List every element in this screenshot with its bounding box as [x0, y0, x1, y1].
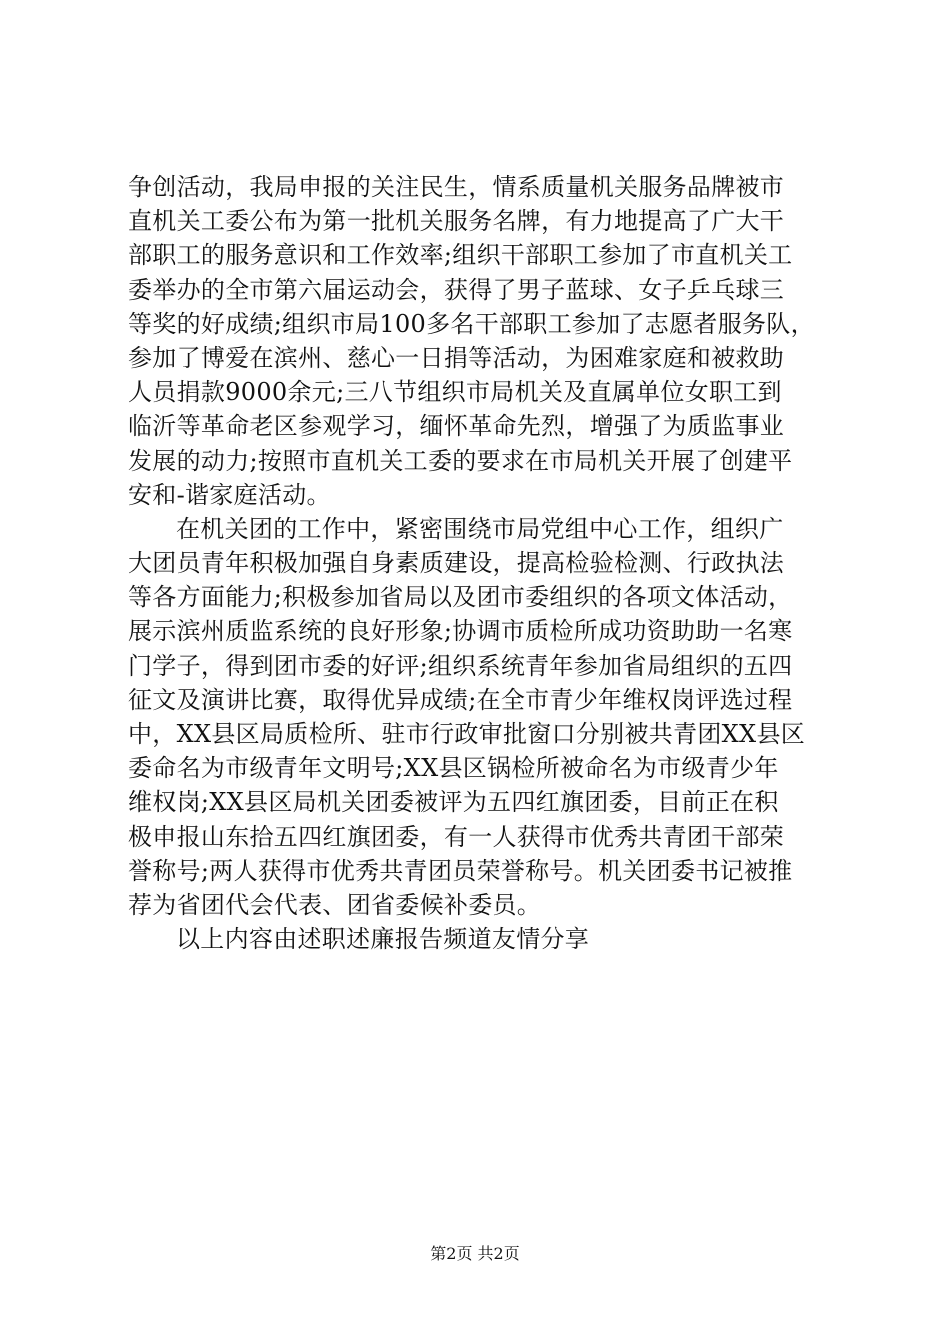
text-line: 维权岗;XX县区局机关团委被评为五四红旗团委，目前正在积	[128, 788, 779, 817]
paragraph	[128, 512, 828, 922]
paragraph	[128, 922, 828, 956]
text-line: 参加了博爱在滨州、慈心一日捐等活动，为困难家庭和被救助	[128, 343, 785, 372]
text-line: 等奖的好成绩;组织市局100多名干部职工参加了志愿者服务队，	[128, 309, 815, 338]
text-line: 委命名为市级青年文明号;XX县区锅检所被命名为市级青少年	[128, 754, 779, 783]
text-line: 争创活动，我局申报的关注民生，情系质量机关服务品牌被市	[128, 173, 785, 201]
text-line: 征文及演讲比赛，取得优异成绩;在全市青少年维权岗评选过程	[128, 685, 793, 714]
text-line: 在机关团的工作中，紧密围绕市局党组中心工作，组织广	[176, 514, 784, 543]
text-line: 极申报山东拾五四红旗团委，有一人获得市优秀共青团干部荣	[128, 822, 785, 851]
text-line: 等各方面能力;积极参加省局以及团市委组织的各项文体活动，	[128, 583, 793, 612]
text-line: 委举办的全市第六届运动会，获得了男子蓝球、女子乒乓球三	[128, 275, 785, 304]
text-line: 安和-谐家庭活动。	[128, 480, 331, 509]
text-line: 以上内容由述职述廉报告频道友情分享	[176, 925, 590, 954]
paragraph	[128, 170, 828, 512]
text-line: 中，XX县区局质检所、驻市行政审批窗口分别被共青团XX县区	[128, 720, 806, 748]
text-line: 大团员青年积极加强自身素质建设，提高检验检测、行政执法	[128, 549, 785, 578]
text-line: 誉称号;两人获得市优秀共青团员荣誉称号。机关团委书记被推	[128, 856, 793, 885]
text-line: 部职工的服务意识和工作效率;组织干部职工参加了市直机关工	[128, 241, 793, 270]
text-line: 发展的动力;按照市直机关工委的要求在市局机关开展了创建平	[128, 446, 793, 475]
text-line: 荐为省团代会代表、团省委候补委员。	[128, 890, 542, 919]
text-line: 展示滨州质监系统的良好形象;协调市质检所成功资助助一名寒	[128, 617, 793, 646]
text-line: 临沂等革命老区参观学习，缅怀革命先烈，增强了为质监事业	[128, 412, 785, 441]
text-line: 门学子，得到团市委的好评;组织系统青年参加省局组织的五四	[128, 651, 793, 680]
text-line: 直机关工委公布为第一批机关服务名牌，有力地提高了广大干	[128, 207, 785, 236]
document-body	[128, 170, 828, 956]
text-line: 人员捐款9000余元;三八节组织市局机关及直属单位女职工到	[128, 378, 782, 407]
page-number-footer: 第2页 共2页	[430, 1244, 520, 1263]
